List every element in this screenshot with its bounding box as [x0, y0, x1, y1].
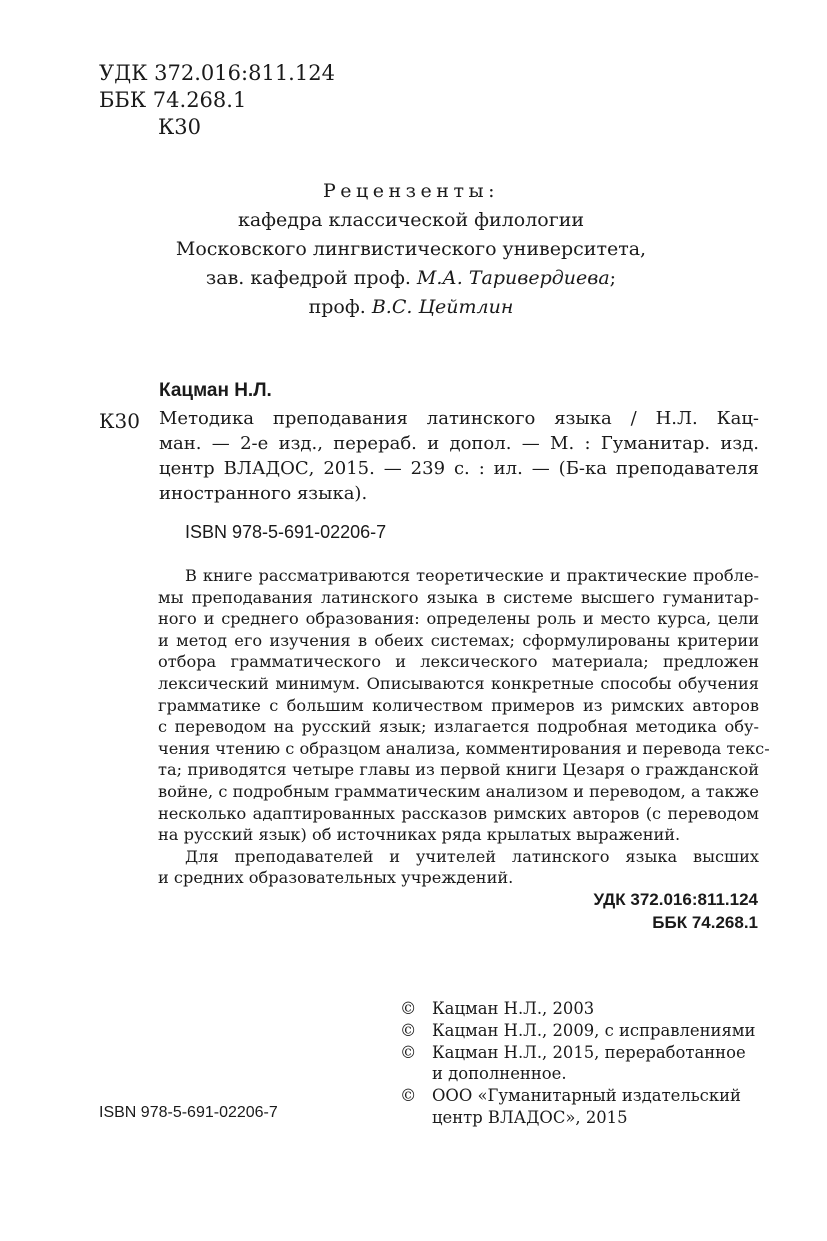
reviewer-1-prefix: зав. кафедрой проф. [205, 267, 417, 289]
bottom-bbk-code: ББК 74.268.1 [652, 913, 758, 932]
copyright-text: Кацман Н.Л., 2003 [432, 999, 595, 1018]
copyright-text: центр ВЛАДОС», 2015 [432, 1107, 628, 1127]
copyright-block [400, 998, 759, 1129]
biblio-line: Методика преподавания латинского языка / Н.Л. Кац- [159, 408, 759, 429]
annotation-line: и метод его изучения в обеих системах; сформулированы критерии [158, 630, 759, 650]
bibliographic-description [159, 406, 759, 506]
reviewer-2-prefix: проф. [308, 296, 372, 318]
annotation-line: В книге рассматриваются теоретические и практические пробле- [185, 566, 759, 585]
bbk-code: ББК 74.268.1 [99, 88, 247, 112]
annotation-line: отбора грамматического и лексического материала; предложен [158, 652, 759, 672]
bottom-codes [593, 888, 758, 934]
udk-code: УДК 372.016:811.124 [99, 61, 335, 85]
reviewers-heading: Рецензенты: [323, 180, 499, 202]
annotation [158, 565, 770, 889]
reviewer-1-name: М.А. Таривердиева [416, 267, 610, 289]
copyright-item [400, 998, 759, 1020]
reviewers-line-4 [90, 293, 732, 322]
copyright-symbol: © [400, 1042, 417, 1062]
copyright-symbol: © [400, 999, 417, 1018]
copyright-text: Кацман Н.Л., 2015, переработанное [432, 1042, 746, 1062]
annotation-line: войне, с подробным грамматическим анализом и переводом, а также [158, 781, 759, 801]
annotation-line: с переводом на русский язык; излагается подробная методика обу- [158, 717, 759, 737]
annotation-line: та; приводятся четыре главы из первой книги Цезаря о гражданской [158, 760, 759, 780]
annotation-line: на русский язык) об источниках ряда крылатых выражений. [158, 825, 681, 845]
annotation-line: чения чтению с образцом анализа, комментирования и перевода текс- [158, 738, 770, 758]
reviewers-line-2: Московского лингвистического университета, [175, 238, 647, 260]
reviewers-line-3 [90, 264, 732, 293]
reviewers-block [90, 177, 732, 322]
annotation-line: грамматике с большим количеством примеров из римских авторов [158, 695, 759, 715]
copyright-symbol: © [400, 1086, 417, 1106]
copyright-text: Кацман Н.Л., 2009, с исправлениями [432, 1020, 756, 1040]
copyright-text: ООО «Гуманитарный издательский [432, 1086, 741, 1106]
annotation-line: лексический минимум. Описываются конкретные способы обучения [158, 673, 759, 693]
bottom-udk-code: УДК 372.016:811.124 [593, 890, 758, 909]
copyright-symbol: © [400, 1020, 417, 1040]
book-author-mark: К30 [99, 409, 140, 433]
biblio-line: ман. — 2-е изд., перераб. и допол. — М. : Гуманитар. изд. [159, 433, 759, 454]
bottom-isbn: ISBN 978-5-691-02206-7 [99, 1104, 278, 1121]
book-isbn: ISBN 978-5-691-02206-7 [185, 522, 387, 542]
annotation-line: ного и среднего образования: определены роль и место курса, цели [158, 609, 759, 629]
book-author: Кацман Н.Л. [159, 380, 272, 401]
biblio-line: иностранного языка). [159, 483, 368, 504]
copyright-item [400, 1042, 759, 1086]
reviewer-1-suffix: ; [609, 267, 617, 289]
annotation-line: мы преподавания латинского языка в системе высшего гуманитар- [158, 587, 759, 607]
copyright-item [400, 1085, 759, 1129]
copyright-item [400, 1020, 759, 1042]
annotation-line: и средних образовательных учреждений. [158, 868, 514, 888]
reviewer-2-name: В.С. Цейтлин [371, 296, 514, 318]
annotation-line: Для преподавателей и учителей латинского языка высших [185, 846, 759, 866]
classification-block [99, 60, 335, 141]
annotation-line: несколько адаптированных рассказов римских авторов (с переводом [158, 803, 759, 823]
reviewers-line-1: кафедра классической филологии [237, 209, 585, 231]
biblio-line: центр ВЛАДОС, 2015. — 239 с. : ил. — (Б-ка преподавателя [159, 458, 759, 479]
copyright-text: и дополненное. [432, 1064, 567, 1084]
author-mark: К30 [158, 115, 201, 139]
